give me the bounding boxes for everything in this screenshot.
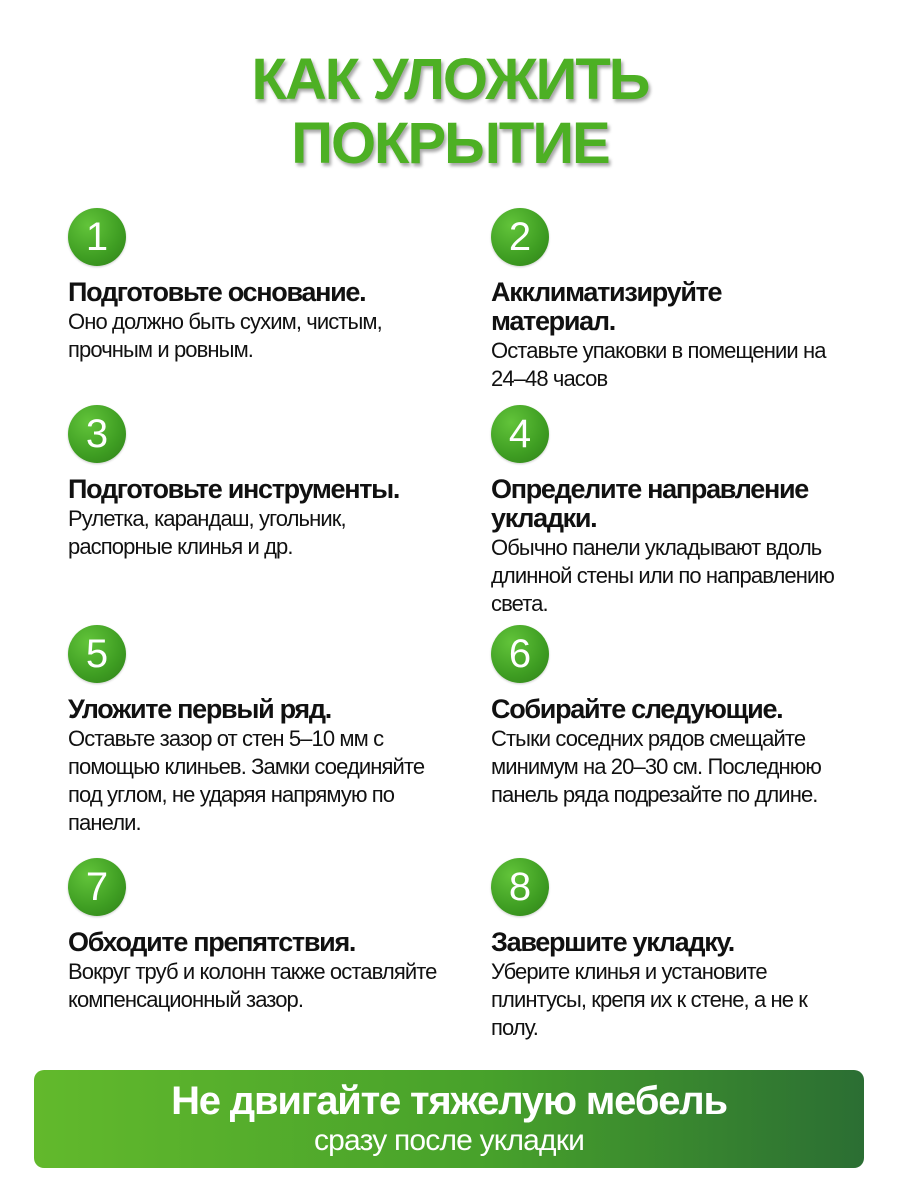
banner-subtext: сразу после укладки (313, 1124, 585, 1157)
step-title: Акклиматизируйте материал. (491, 277, 722, 336)
banner-headline: Не двигайте тяжелую мебель (171, 1079, 727, 1123)
step-1 (68, 208, 448, 364)
step-description: Оставьте зазор от стен 5–10 мм с помощью клиньев. Замки соединяйте под углом, не ударяя напрямую по панели. (68, 726, 425, 835)
step-6 (491, 625, 846, 809)
step-number-badge: 5 (68, 625, 126, 683)
page-title (0, 48, 900, 176)
step-description: Вокруг труб и колонн также оставляйте компенсационный зазор. (68, 959, 437, 1012)
step-description: Оно должно быть сухим, чистым, прочным и ровным. (68, 309, 382, 362)
step-3 (68, 405, 448, 561)
step-description: Оставьте упаковки в помещении на 24–48 часов (491, 338, 826, 391)
step-description: Стыки соседних рядов смещайте минимум на 20–30 см. Последнюю панель ряда подрезайте по длине. (491, 726, 821, 807)
step-title: Подготовьте основание. (68, 277, 366, 307)
step-number-badge: 8 (491, 858, 549, 916)
warning-banner (34, 1070, 864, 1168)
step-7 (68, 858, 448, 1014)
step-description: Рулетка, карандаш, угольник, распорные клинья и др. (68, 506, 346, 559)
step-title: Завершите укладку. (491, 927, 734, 957)
step-title: Обходите препятствия. (68, 927, 356, 957)
step-description: Обычно панели укладывают вдоль длинной стены или по направлению света. (491, 535, 834, 616)
step-number-badge: 4 (491, 405, 549, 463)
step-number-badge: 3 (68, 405, 126, 463)
step-number-badge: 1 (68, 208, 126, 266)
step-number-badge: 6 (491, 625, 549, 683)
step-5 (68, 625, 448, 837)
step-4 (491, 405, 846, 618)
step-title: Подготовьте инструменты. (68, 474, 400, 504)
step-8 (491, 858, 846, 1042)
page-title-line-2: ПОКРЫТИЕ (291, 111, 609, 176)
step-number-badge: 2 (491, 208, 549, 266)
page-title-line-1: КАК УЛОЖИТЬ (251, 47, 649, 112)
step-title: Уложите первый ряд. (68, 694, 331, 724)
step-title: Собирайте следующие. (491, 694, 783, 724)
step-description: Уберите клинья и установите плинтусы, крепя их к стене, а не к полу. (491, 959, 808, 1040)
step-title: Определите направление укладки. (491, 474, 808, 533)
step-number-badge: 7 (68, 858, 126, 916)
step-2 (491, 208, 836, 393)
